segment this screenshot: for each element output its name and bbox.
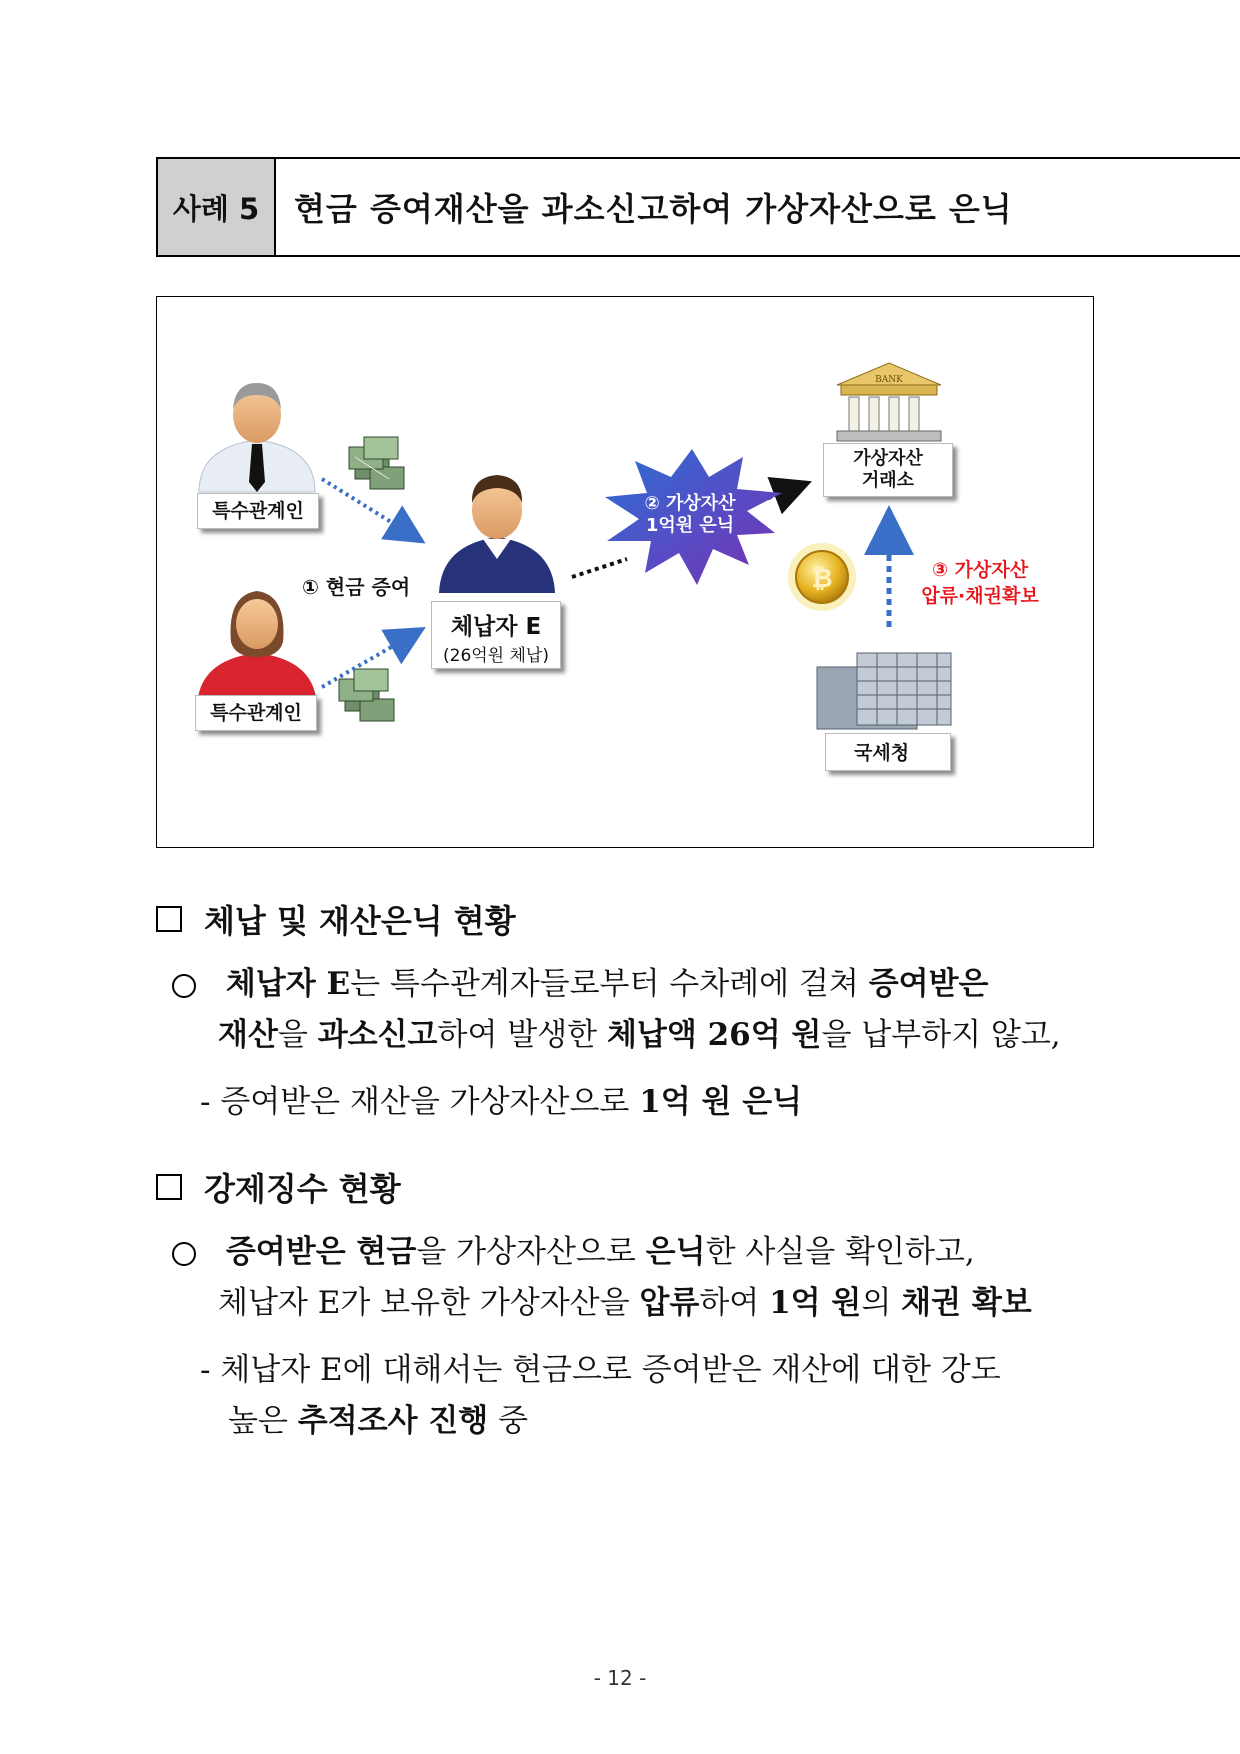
debtor-name: 체납자 E	[450, 614, 542, 640]
text-run: 하여	[699, 1285, 770, 1321]
step3-line2: 압류·채권확보	[921, 585, 1039, 607]
text-run: 중	[488, 1403, 529, 1439]
case-diagram	[156, 296, 1094, 848]
section2-heading	[156, 1164, 401, 1210]
cash-stack-top-icon	[349, 437, 404, 489]
text-run: 1억 원	[769, 1285, 862, 1321]
debtor-label-box	[431, 601, 561, 669]
bank-sign-text: BANK	[875, 375, 903, 385]
text-run: 체납자 E	[225, 966, 351, 1002]
checkbox-square-icon	[156, 906, 182, 932]
section1-heading-text: 체납 및 재산은닉 현황	[204, 902, 516, 940]
bullet-circle-icon	[172, 1242, 196, 1266]
nts-label: 국세청	[854, 742, 910, 764]
text-run: 추적조사 진행	[297, 1403, 489, 1439]
section2-heading-text: 강제징수 현황	[204, 1170, 401, 1208]
relative-top-label-box	[197, 493, 319, 529]
section1-line1-text	[226, 966, 989, 1002]
section1-line1	[172, 958, 988, 1010]
text-run: 는 특수관계자들로부터 수차례에 걸쳐	[350, 966, 869, 1002]
text-run: 증여받은	[868, 966, 989, 1002]
text-run: 은닉	[645, 1234, 706, 1270]
step1-label: ① 현금 증여	[302, 575, 411, 599]
case-label: 사례 5	[158, 159, 276, 255]
bitcoin-coin-icon	[788, 543, 856, 611]
relative-woman-icon	[197, 591, 317, 709]
text-run: 과소신고	[317, 1017, 438, 1053]
text-run: 을 가상자산으로	[416, 1234, 646, 1270]
text-run: 한 사실을 확인하고,	[705, 1234, 975, 1270]
bullet-circle-icon	[172, 974, 196, 998]
text-run: - 체납자 E에 대해서는 현금으로 증여받은 재산에 대한 강도	[200, 1352, 1001, 1388]
section2-line1-text	[226, 1234, 975, 1270]
text-run: 1억 원 은닉	[639, 1084, 803, 1120]
section2-line1	[172, 1226, 975, 1278]
step2-line1: ② 가상자산	[644, 493, 736, 514]
text-run: 체납액 26억 원	[606, 1017, 822, 1053]
step3-line1: ③ 가상자산	[931, 559, 1029, 581]
section2-sub-line1	[200, 1344, 1001, 1396]
step2-line2: 1억원 은닉	[645, 515, 735, 536]
debtor-detail: (26억원 체납)	[443, 646, 549, 666]
text-run: 증여받은 현금	[225, 1234, 417, 1270]
cash-stack-bottom-icon	[339, 669, 394, 721]
nts-label-box	[825, 733, 951, 771]
debtor-icon	[439, 475, 555, 593]
text-run: 높은	[228, 1403, 298, 1439]
text-run: 재산	[218, 1017, 278, 1053]
text-run: 압류	[639, 1285, 700, 1321]
step2-label	[615, 493, 765, 537]
section1-line2-text	[218, 1017, 1061, 1053]
text-run: - 증여받은 재산을 가상자산으로	[200, 1084, 640, 1120]
relative-man-icon	[199, 383, 315, 492]
text-run: 하여 발생한	[437, 1017, 607, 1053]
step3-label	[905, 557, 1055, 609]
arrow-debtor-to-burst	[572, 559, 627, 577]
exchange-label-box	[823, 443, 953, 497]
relative-bottom-label: 특수관계인	[210, 702, 302, 724]
section2-sub-line2-text	[228, 1403, 528, 1439]
text-run: 채권 확보	[901, 1285, 1032, 1321]
case-title-box	[156, 157, 1240, 257]
section1-sub	[200, 1076, 802, 1128]
section1-line2	[218, 1009, 1061, 1061]
text-run: 을 납부하지 않고,	[821, 1017, 1061, 1053]
text-run: 의	[861, 1285, 902, 1321]
section2-sub-line2	[228, 1395, 528, 1447]
section2-line2-text	[218, 1285, 1032, 1321]
section2-line2	[218, 1277, 1032, 1329]
relative-bottom-label-box	[195, 695, 317, 731]
exchange-line2: 거래소	[861, 470, 915, 491]
case-title: 현금 증여재산을 과소신고하여 가상자산으로 은닉	[294, 190, 1013, 228]
exchange-line1: 가상자산	[853, 448, 923, 469]
section1-sub-text	[200, 1084, 802, 1120]
checkbox-square-icon	[156, 1174, 182, 1200]
section1-heading	[156, 896, 516, 942]
text-run: 체납자 E가 보유한 가상자산을	[218, 1285, 640, 1321]
svg-text:₿: ₿	[811, 564, 833, 594]
relative-top-label: 특수관계인	[212, 500, 304, 522]
page-number: - 12 -	[593, 1666, 647, 1690]
section2-sub-line1-text	[200, 1352, 1001, 1388]
text-run: 을	[277, 1017, 318, 1053]
nts-building-icon	[817, 653, 951, 729]
